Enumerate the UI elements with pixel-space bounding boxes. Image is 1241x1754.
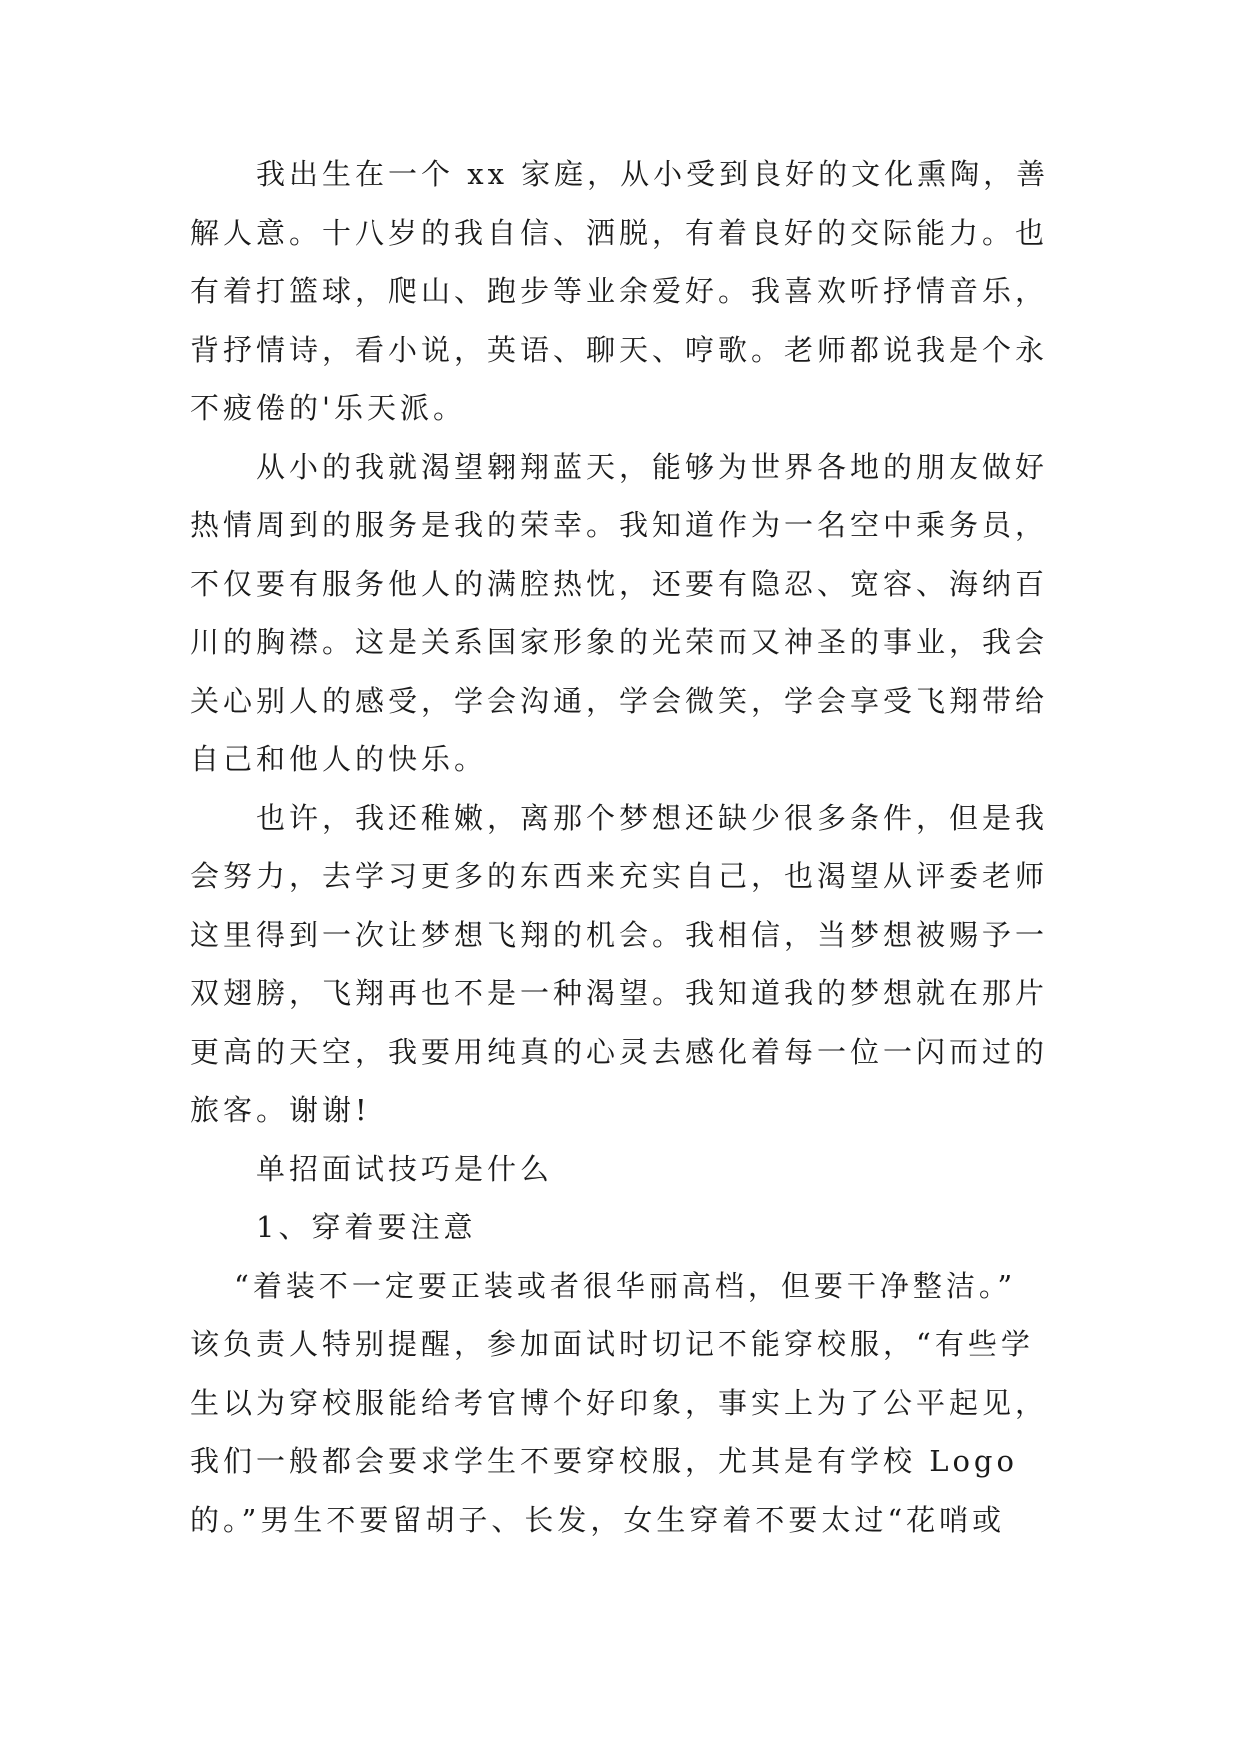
paragraph-line: 的。”男生不要留胡子、长发，女生穿着不要太过“花哨或 xyxy=(190,1502,1006,1537)
paragraph-line: 解人意。十八岁的我自信、洒脱，有着良好的交际能力。也 xyxy=(190,215,1049,250)
paragraph-line: 不疲倦的'乐天派。 xyxy=(190,391,466,425)
paragraph-line: 从小的我就渴望翱翔蓝天，能够为世界各地的朋友做好 xyxy=(256,449,1049,484)
paragraph-line: 关心别人的感受，学会沟通，学会微笑，学会享受飞翔带给 xyxy=(190,683,1049,718)
paragraph-line: 会努力，去学习更多的东西来充实自己，也渴望从评委老师 xyxy=(190,859,1049,893)
paragraph-line: 该负责人特别提醒，参加面试时切记不能穿校服，“有些学 xyxy=(190,1327,1034,1361)
sub-heading: 1、穿着要注意 xyxy=(256,1210,477,1244)
paragraph-line: 生以为穿校服能给考官博个好印象，事实上为了公平起见， xyxy=(190,1385,1049,1420)
paragraph-line: 也许，我还稚嫩，离那个梦想还缺少很多条件，但是我 xyxy=(256,800,1049,835)
paragraph-line: 有着打篮球，爬山、跑步等业余爱好。我喜欢听抒情音乐， xyxy=(190,274,1049,308)
paragraph-line: 双翅膀，飞翔再也不是一种渴望。我知道我的梦想就在那片 xyxy=(190,976,1049,1010)
paragraph-line: 川的胸襟。这是关系国家形象的光荣而又神圣的事业，我会 xyxy=(190,625,1049,659)
paragraph-line: “着装不一定要正装或者很华丽高档，但要干净整洁。” xyxy=(234,1268,1017,1303)
section-heading: 单招面试技巧是什么 xyxy=(256,1151,554,1186)
paragraph-line: 旅客。谢谢! xyxy=(190,1093,371,1127)
paragraph-line: 自己和他人的快乐。 xyxy=(190,742,488,776)
paragraph-line: 热情周到的服务是我的荣幸。我知道作为一名空中乘务员， xyxy=(190,508,1049,542)
document-body xyxy=(190,155,1050,1559)
paragraph-line: 我出生在一个 xx 家庭，从小受到良好的文化熏陶，善 xyxy=(256,157,1050,191)
paragraph-line: 我们一般都会要求学生不要穿校服，尤其是有学校 Logo xyxy=(190,1444,1018,1478)
paragraph-line: 不仅要有服务他人的满腔热忱，还要有隐忍、宽容、海纳百 xyxy=(190,566,1049,601)
paragraph-line: 这里得到一次让梦想飞翔的机会。我相信，当梦想被赐予一 xyxy=(190,917,1049,952)
paragraph-line: 更高的天空，我要用纯真的心灵去感化着每一位一闪而过的 xyxy=(190,1034,1049,1069)
paragraph-line: 背抒情诗，看小说，英语、聊天、哼歌。老师都说我是个永 xyxy=(190,332,1049,367)
